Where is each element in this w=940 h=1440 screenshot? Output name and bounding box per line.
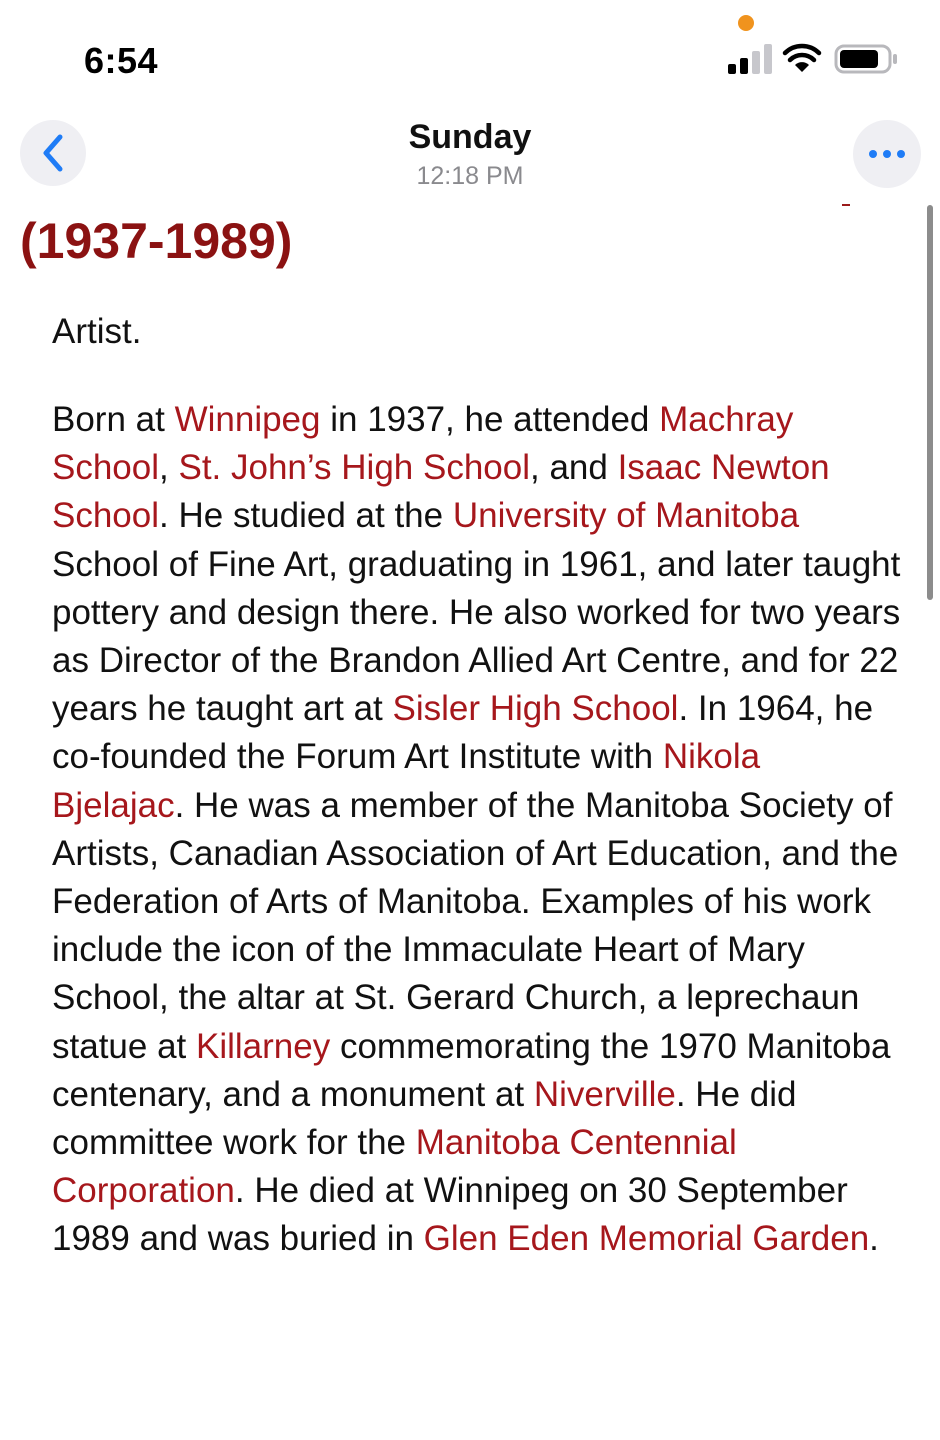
bio-text: . In 1964, he co-founded the Forum Art Institute with	[52, 689, 874, 777]
bio-link-st-john-s-high-school[interactable]: St. John’s High School	[178, 448, 530, 488]
bio-text: . He died at Winnipeg on 30 September 1989 and was buried in	[52, 1171, 848, 1259]
bio-text: .	[869, 1219, 879, 1259]
bio-text: in 1937, he attended	[320, 400, 660, 439]
role-text: Artist.	[52, 312, 142, 351]
life-dates-heading: (1937-1989)	[20, 213, 293, 269]
bio-text: Born at	[52, 400, 175, 439]
bio-text: . He was a member of the Manitoba Society of Artists, Canadian Association of Art Education, and the Federation of Arts of Manitoba. Examples of his work include the icon of the Immaculate Heart of Mary School, the altar at St. Gerard Church, a leprechaun statue at	[52, 785, 899, 1066]
bio-link-winnipeg[interactable]: Winnipeg	[174, 400, 321, 439]
bio-text: ,	[159, 448, 179, 488]
bio-link-university-of-manitoba[interactable]: University of Manitoba	[452, 496, 800, 536]
bio-link-niverville[interactable]: Niverville	[533, 1074, 676, 1114]
page-subtitle-time: 12:18 PM	[416, 162, 524, 190]
back-button[interactable]	[20, 120, 86, 186]
battery-icon	[834, 44, 898, 74]
bio-link-killarney[interactable]: Killarney	[195, 1026, 331, 1066]
status-bar	[0, 0, 940, 100]
more-options-button[interactable]	[853, 120, 921, 188]
bio-text: . He studied at the	[159, 496, 453, 536]
bio-link-machray-school[interactable]: Machray School	[52, 400, 794, 488]
bio-text: . He did committee work for the	[52, 1074, 797, 1163]
biography-paragraph	[52, 396, 902, 1264]
chevron-left-icon	[40, 133, 66, 173]
message-header	[0, 100, 940, 205]
bio-link-glen-eden-memorial-garden[interactable]: Glen Eden Memorial Garden	[423, 1219, 870, 1259]
privacy-indicator-dot	[738, 15, 754, 31]
page-title: Sunday	[408, 118, 532, 156]
divider-mark	[842, 204, 850, 206]
bio-text: commemorating the 1970 Manitoba centenary, and a monument at	[52, 1026, 891, 1114]
bio-link-manitoba-centennial-corporation[interactable]: Manitoba Centennial Corporation	[52, 1123, 737, 1211]
bio-text: , and	[530, 448, 618, 488]
status-time: 6:54	[84, 40, 159, 81]
bio-link-isaac-newton-school[interactable]: Isaac Newton School	[52, 448, 830, 536]
bio-text: School of Fine Art, graduating in 1961, and later taught pottery and design there. He also worked for two years as Director of the Brandon Allied Art Centre, and for 22 years he taught art at	[52, 544, 901, 729]
bio-link-sisler-high-school[interactable]: Sisler High School	[392, 689, 679, 729]
wifi-icon	[782, 42, 822, 74]
cellular-signal-icon	[728, 44, 772, 74]
scrollbar[interactable]	[927, 205, 933, 600]
bio-link-nikola-bjelajac[interactable]: Nikola Bjelajac	[52, 737, 761, 825]
ellipsis-icon	[867, 149, 907, 159]
